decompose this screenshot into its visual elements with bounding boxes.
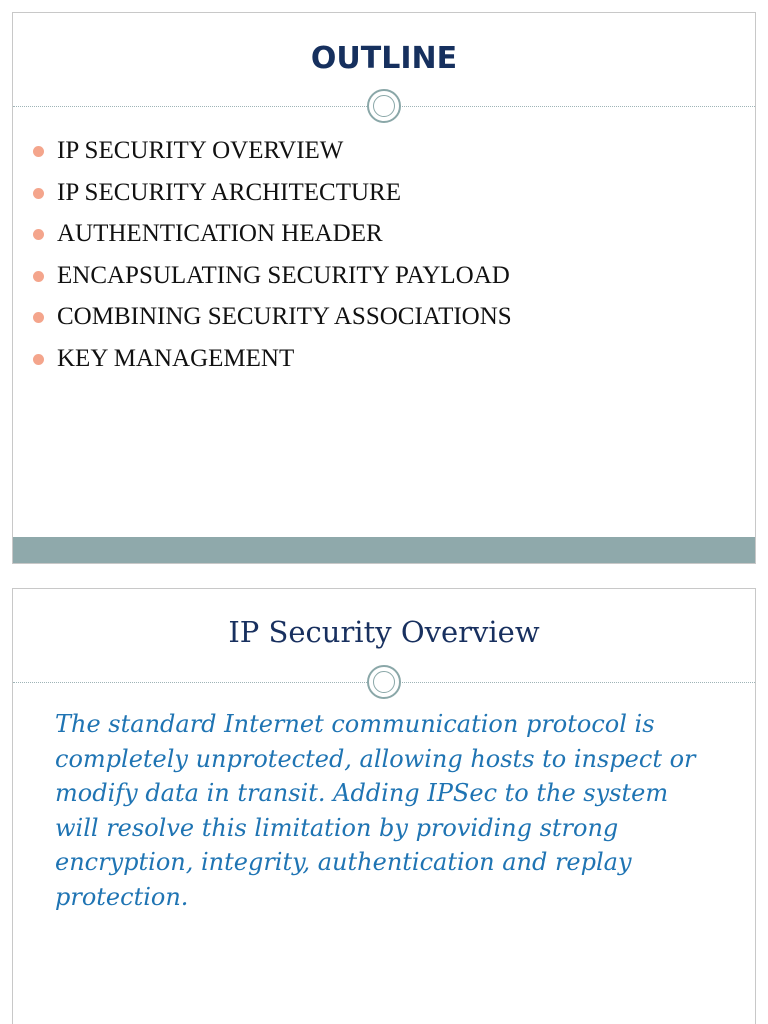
list-item	[33, 299, 512, 341]
bullet-dot-icon	[33, 188, 44, 199]
list-item-label: COMBINING SECURITY ASSOCIATIONS	[57, 303, 512, 330]
ring-ornament-icon	[367, 665, 401, 699]
bullet-dot-icon	[33, 146, 44, 157]
list-item-label: AUTHENTICATION HEADER	[57, 220, 383, 247]
slide-outline	[12, 12, 756, 564]
list-item-label: IP SECURITY OVERVIEW	[57, 137, 344, 164]
footer-bar	[13, 537, 755, 563]
list-item	[33, 175, 512, 217]
list-item	[33, 216, 512, 258]
ring-ornament-icon	[367, 89, 401, 123]
list-item	[33, 133, 512, 175]
overview-paragraph: The standard Internet communication protocol is completely unprotected, allowing hosts to inspect or modify data in transit. Adding IPSec to the system will resolve this limitation by providing strong encryption, integrity, authentication and replay protection.	[55, 710, 696, 911]
list-item-label: ENCAPSULATING SECURITY PAYLOAD	[57, 261, 510, 289]
list-item	[33, 258, 512, 300]
list-item	[33, 341, 512, 383]
slide-title: IP Security Overview	[228, 615, 540, 649]
slide-title: OUTLINE	[310, 41, 458, 76]
list-item-label: KEY MANAGEMENT	[57, 344, 295, 372]
bullet-dot-icon	[33, 354, 44, 365]
list-item-label: IP SECURITY ARCHITECTURE	[57, 178, 401, 206]
slide-ip-security-overview	[12, 588, 756, 1024]
outline-list	[33, 133, 512, 382]
bullet-dot-icon	[33, 229, 44, 240]
bullet-dot-icon	[33, 271, 44, 282]
bullet-dot-icon	[33, 312, 44, 323]
